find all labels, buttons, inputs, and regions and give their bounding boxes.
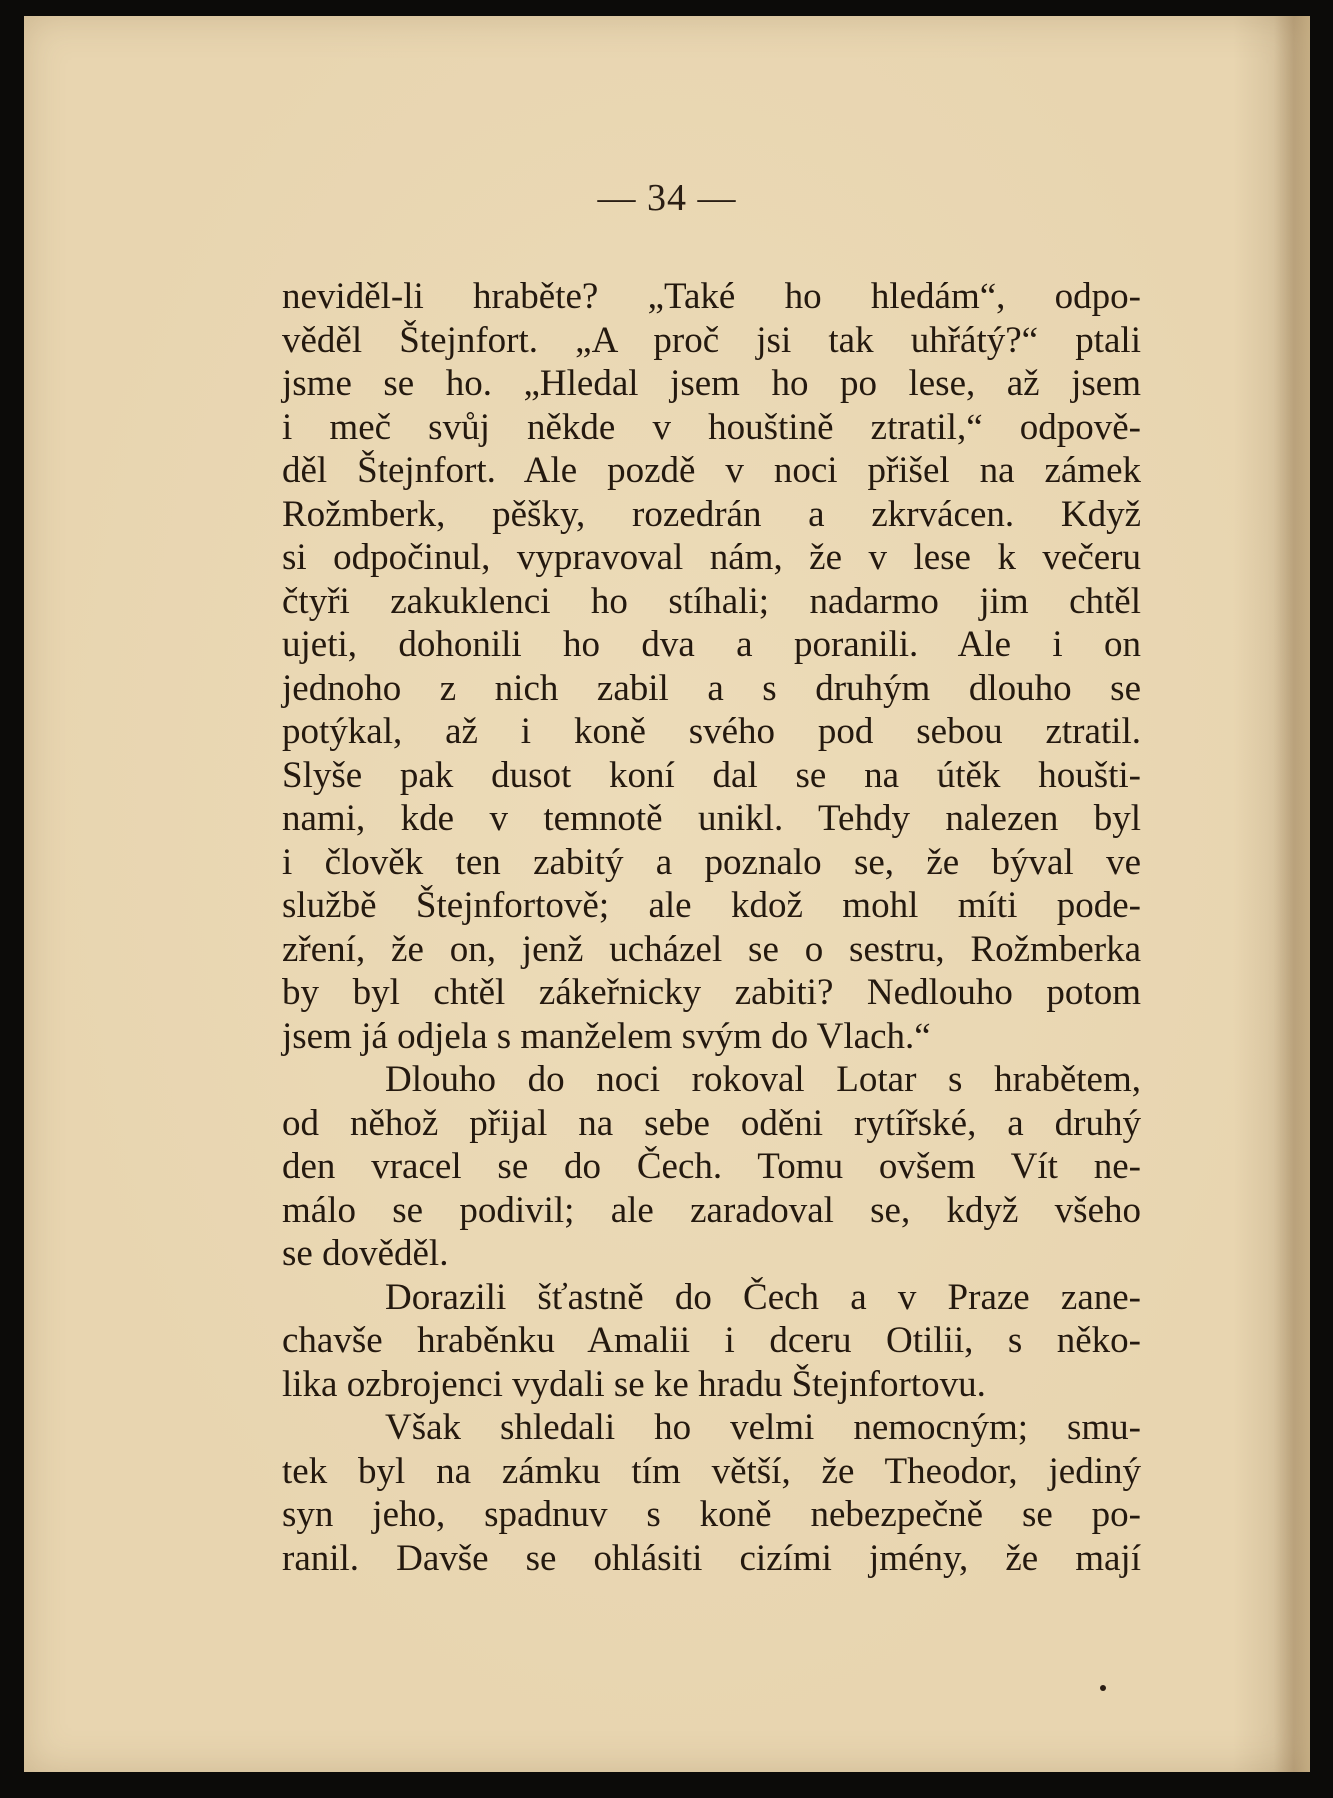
text-line: i meč svůj někde v houštině ztratil,“ odpově- [282,406,1141,448]
text-line: věděl Štejnfort. „A proč jsi tak uhřátý?“ ptali [282,319,1141,361]
paragraph-start-line: Však shledali ho velmi nemocným; smu- [385,1407,1141,1448]
text-line: Rožmberk, pěšky, rozedrán a zkrvácen. Když [282,493,1141,535]
text-line: jsme se ho. „Hledal jsem ho po lese, až jsem [282,363,1141,404]
text-line: si odpočinul, vypravoval nám, že v lese k večeru [282,537,1141,578]
text-line: syn jeho, spadnuv s koně nebezpečně se po- [282,1494,1141,1535]
text-line: tek byl na zámku tím větší, že Theodor, jediný [282,1450,1141,1492]
text-line: chavše hraběnku Amalii i dceru Otilii, s něko- [282,1320,1141,1361]
text-line: Slyše pak dusot koní dal se na útěk houšti- [282,754,1141,796]
text-line: zření, že on, jenž ucházel se o sestru, Rožmberka [282,928,1141,970]
text-line: ujeti, dohonili ho dva a poranili. Ale i on [282,624,1141,665]
paragraph-start-line: Dorazili šťastně do Čech a v Praze zane- [385,1276,1141,1318]
book-page [24,16,1310,1772]
paragraph-start-line: Dlouho do noci rokoval Lotar s hrabětem, [385,1059,1141,1100]
text-line: den vracel se do Čech. Tomu ovšem Vít ne- [282,1146,1141,1187]
text-line: lika ozbrojenci vydali se ke hradu Štejnfortovu. [282,1363,986,1405]
text-line: od něhož přijal na sebe oděni rytířské, a druhý [282,1102,1141,1144]
text-line: nami, kde v temnotě unikl. Tehdy nalezen byl [282,798,1141,839]
text-line: službě Štejnfortově; ale kdož mohl míti pode- [282,885,1141,926]
text-line: jsem já odjela s manželem svým do Vlach.“ [282,1015,931,1057]
text-line: potýkal, až i koně svého pod sebou ztratil. [282,711,1141,752]
text-line: i člověk ten zabitý a poznalo se, že býval ve [282,841,1141,883]
page-number: — 34 — [597,177,737,219]
text-line: děl Štejnfort. Ale pozdě v noci přišel na zámek [282,450,1141,491]
text-line: ranil. Davše se ohlásiti cizími jmény, že mají [282,1537,1141,1579]
text-line: se dověděl. [282,1233,449,1274]
text-line: jednoho z nich zabil a s druhým dlouho se [282,667,1141,709]
page-gutter-shadow [1274,16,1310,1772]
text-line: neviděl-li hraběte? „Také ho hledám“, odpo- [282,276,1141,317]
body-text [282,275,1141,1580]
text-line: by byl chtěl zákeřnicky zabiti? Nedlouho potom [282,972,1141,1013]
text-line: málo se podivil; ale zaradoval se, když všeho [282,1189,1141,1231]
ink-speck [1100,1685,1106,1691]
text-line: čtyři zakuklenci ho stíhali; nadarmo jim chtěl [282,580,1141,622]
